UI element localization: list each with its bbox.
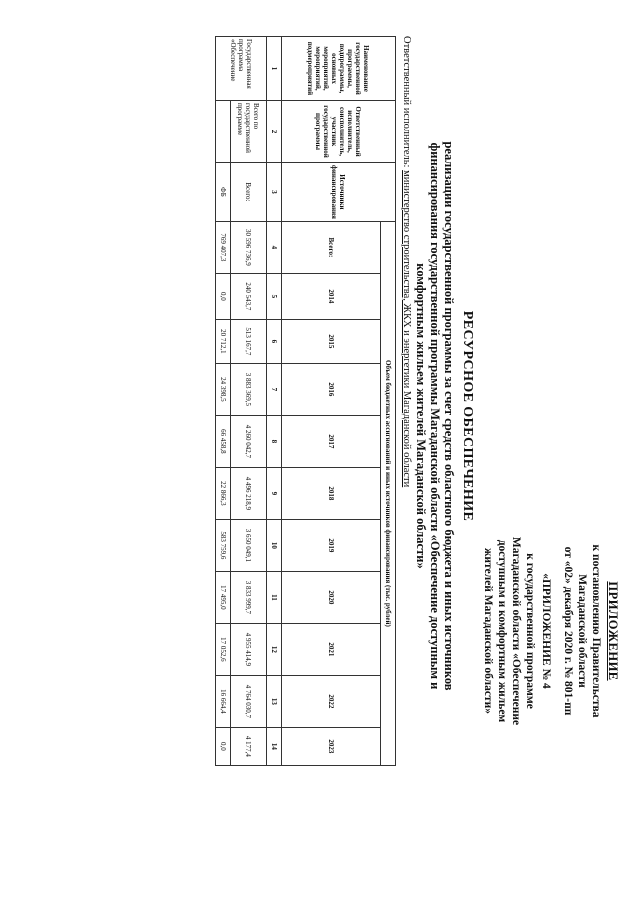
header-year: 2020 — [282, 571, 381, 623]
header-year: 2021 — [282, 623, 381, 675]
header-year: 2022 — [282, 675, 381, 727]
annex-title: ПРИЛОЖЕНИЕ — [606, 581, 620, 681]
header-name: Наименование государственной программы, подпрограммы, основных мероприятий, мероприятий, подмероприятий — [282, 37, 396, 101]
row-year-value: 17 495,0 — [216, 571, 231, 623]
row-year-value: 4 260 042,7 — [230, 415, 266, 467]
resource-table — [215, 36, 396, 766]
row-year-value: 583 759,6 — [216, 519, 231, 571]
rotated-document-page — [120, 36, 640, 796]
header-source: Источники финансирования — [282, 163, 396, 222]
row-year-value: 24 398,5 — [216, 363, 231, 415]
row-year-value: 17 052,6 — [216, 623, 231, 675]
row-executor — [216, 101, 231, 163]
header-year: 2018 — [282, 467, 381, 519]
annex-line: от «02» декабря 2020 г. № 801-пп — [562, 546, 574, 716]
column-number: 13 — [267, 675, 282, 727]
row-year-value: 4 955 414,9 — [230, 623, 266, 675]
header-year: 2016 — [282, 363, 381, 415]
column-number: 8 — [267, 415, 282, 467]
annex-line: Магаданской области «Обеспечение — [510, 536, 522, 726]
row-year-value: 0,0 — [216, 727, 231, 765]
table-header-row — [381, 37, 396, 766]
row-year-value: 20 712,1 — [216, 319, 231, 363]
annex-line: жителей Магаданской области» — [482, 548, 494, 714]
column-number: 14 — [267, 727, 282, 765]
annex-line: к государственной программе — [524, 553, 536, 709]
header-year: 2014 — [282, 273, 381, 319]
row-executor: Всего по государственной программе — [230, 101, 266, 163]
row-year-value: 66 458,8 — [216, 415, 231, 467]
document-subtitle-line: комфортным жильем жителей Магаданской области» — [414, 263, 428, 569]
column-number: 3 — [267, 163, 282, 222]
column-number: 10 — [267, 519, 282, 571]
row-year-value: 22 866,3 — [216, 467, 231, 519]
row-total: 30 596 736,9 — [230, 221, 266, 273]
row-year-value: 4 177,4 — [230, 727, 266, 765]
header-year: 2019 — [282, 519, 381, 571]
table-row — [230, 37, 266, 766]
row-source: ФБ — [216, 163, 231, 222]
header-year: 2023 — [282, 727, 381, 765]
column-number: 2 — [267, 101, 282, 163]
table-row — [216, 37, 231, 766]
document-title — [414, 96, 474, 736]
annex-block — [481, 466, 620, 796]
column-number: 5 — [267, 273, 282, 319]
row-total: 769 407,3 — [216, 221, 231, 273]
column-number-row — [267, 37, 282, 766]
header-executor: Ответственный исполнитель, соисполнитель, участник государственной программы — [282, 101, 396, 163]
column-number: 9 — [267, 467, 282, 519]
row-year-value: 3 650 049,1 — [230, 519, 266, 571]
column-number: 7 — [267, 363, 282, 415]
row-year-value: 16 664,4 — [216, 675, 231, 727]
header-year: 2017 — [282, 415, 381, 467]
responsible-value: министерство строительства, ЖКХ и энергетики Магаданской области — [401, 170, 412, 488]
document-subtitle-line: финансирования государственной программы Магаданской области «Обеспечение доступным и — [428, 142, 442, 690]
column-number: 11 — [267, 571, 282, 623]
header-total: Всего: — [282, 221, 381, 273]
document-subtitle-line: реализации государственной программы за счет средств областного бюджета и иных источников — [442, 141, 456, 691]
column-number: 6 — [267, 319, 282, 363]
column-number: 12 — [267, 623, 282, 675]
row-source: Всего: — [230, 163, 266, 222]
document-heading: РЕСУРСНОЕ ОБЕСПЕЧЕНИЕ — [460, 310, 475, 522]
row-year-value: 4 496 218,9 — [230, 467, 266, 519]
row-year-value: 4 764 030,7 — [230, 675, 266, 727]
row-year-value: 3 833 999,7 — [230, 571, 266, 623]
annex-line: доступным и комфортным жильем — [496, 539, 508, 723]
responsible-executor — [401, 36, 412, 487]
row-year-value: 513 167,7 — [230, 319, 266, 363]
column-number: 1 — [267, 37, 282, 101]
responsible-label: Ответственный исполнитель: — [401, 36, 412, 168]
header-year: 2015 — [282, 319, 381, 363]
header-volume: Объем бюджетных ассигнований и иных источников финансирования (тыс. рублей) — [381, 221, 396, 765]
row-year-value: 0,0 — [216, 273, 231, 319]
annex-title-2: «ПРИЛОЖЕНИЕ № 4 — [540, 573, 552, 689]
annex-line: к постановлению Правительства — [590, 544, 602, 718]
column-number: 4 — [267, 221, 282, 273]
row-year-value: 240 543,7 — [230, 273, 266, 319]
row-name: Государственная программа «Обеспечение — [216, 37, 267, 101]
annex-line: Магаданской области — [576, 574, 588, 688]
row-year-value: 3 883 369,5 — [230, 363, 266, 415]
